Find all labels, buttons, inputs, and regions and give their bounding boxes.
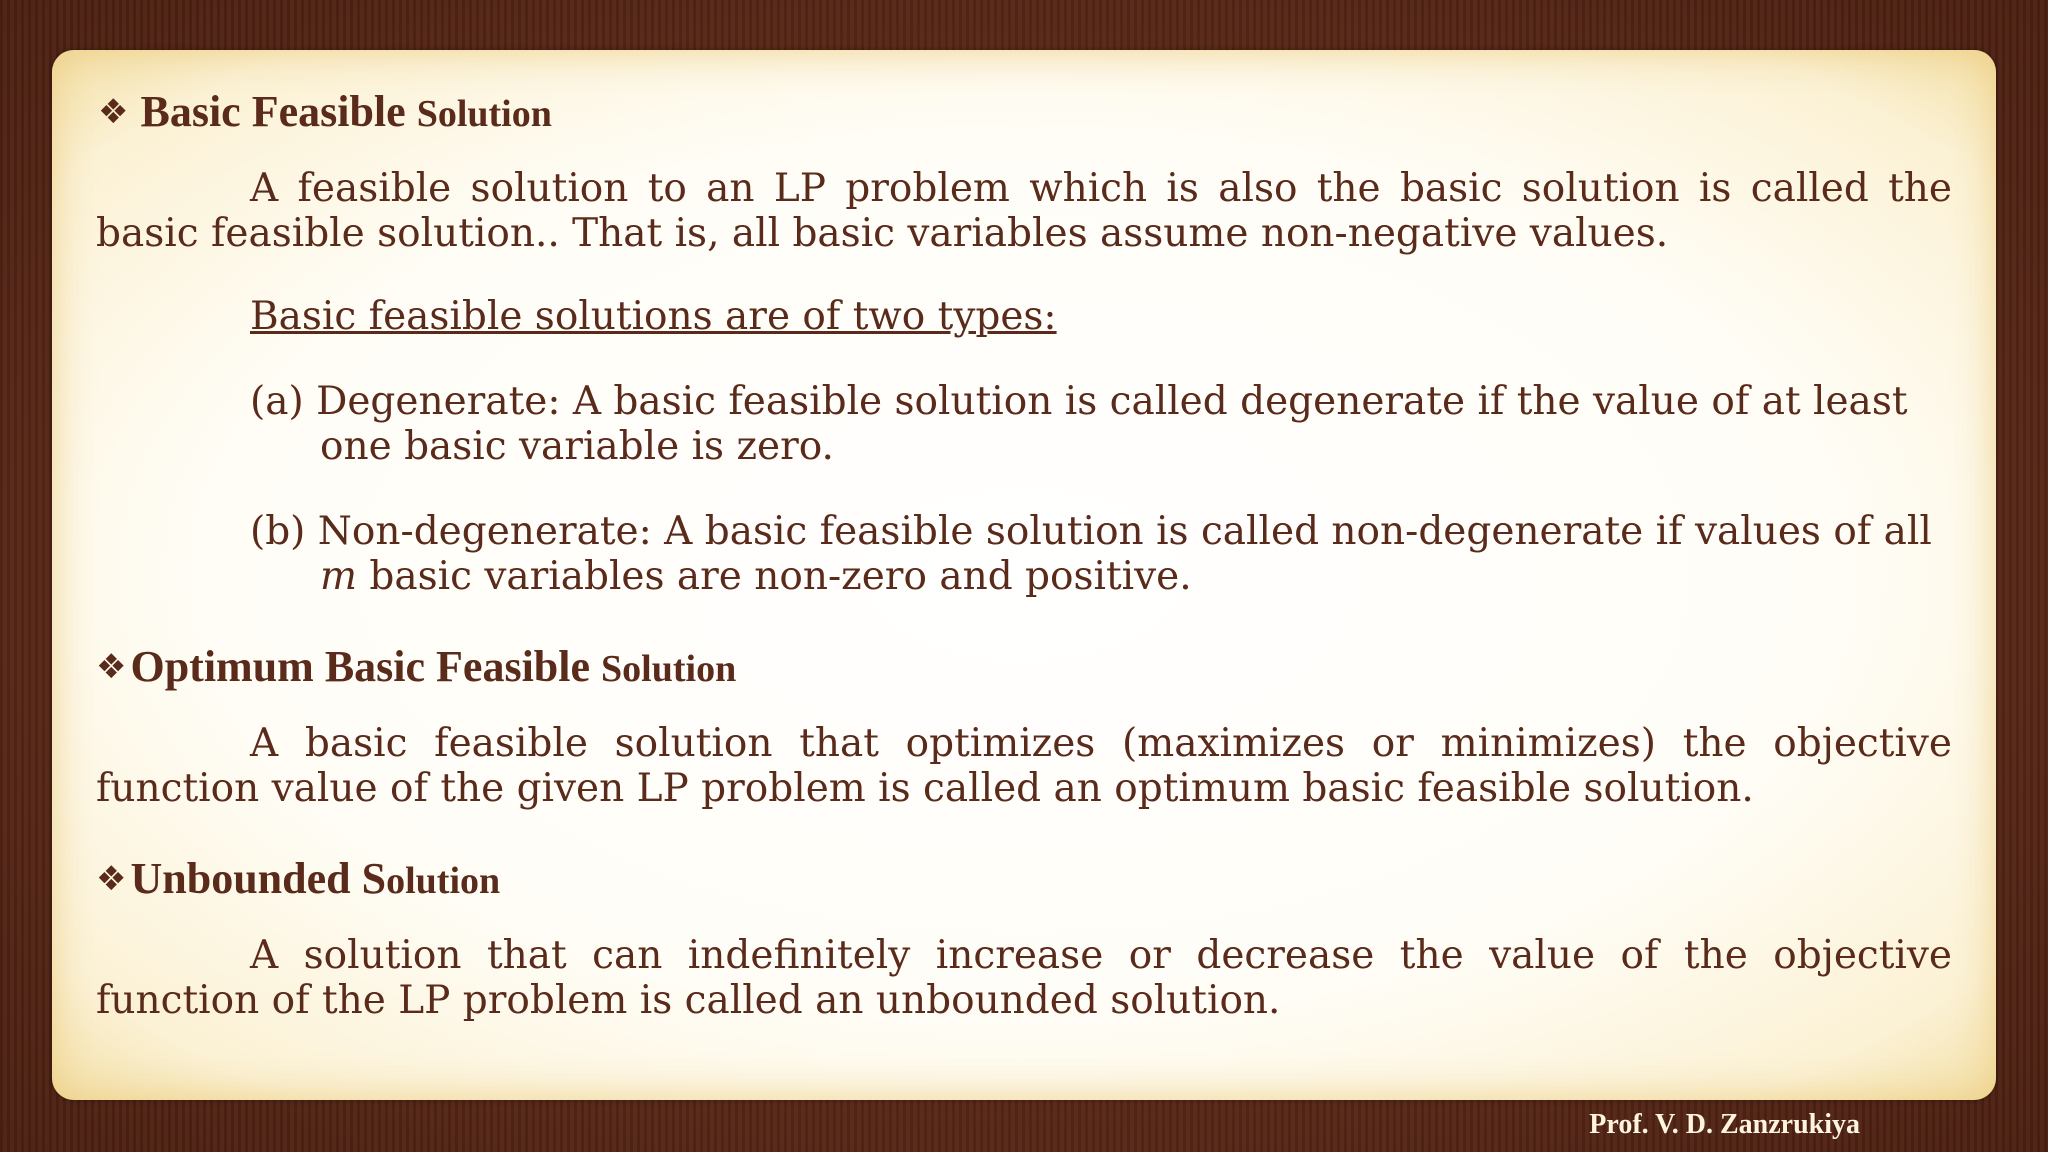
optimum-definition: A basic feasible solution that optimizes (maximizes or minimizes) the objective function value of the given LP problem is called an optimum basic feasible solution. bbox=[96, 721, 1952, 811]
diamond-bullet-icon: ❖ bbox=[98, 92, 129, 132]
non-degenerate-text-after: basic variables are non-zero and positive. bbox=[369, 554, 1192, 599]
heading-main-text: Basic Feasible bbox=[140, 87, 406, 136]
heading-main-text: Optimum Basic Feasible bbox=[130, 642, 591, 691]
diamond-bullet-icon: ❖ bbox=[96, 859, 127, 899]
variable-m: m bbox=[320, 554, 357, 599]
heading-tail-text: Solution bbox=[601, 648, 737, 690]
heading-unbounded-solution bbox=[96, 849, 1952, 911]
heading-basic-feasible-solution bbox=[98, 82, 1952, 144]
heading-tail-text: Solution bbox=[416, 93, 552, 135]
types-subheading: Basic feasible solutions are of two types: bbox=[250, 294, 1057, 339]
unbounded-definition: A solution that can indefinitely increase or decrease the value of the objective function of the LP problem is called an unbounded solution. bbox=[96, 933, 1952, 1023]
heading-tail-text: olution bbox=[386, 860, 501, 902]
author-footer: Prof. V. D. Zanzrukiya bbox=[1589, 1109, 1860, 1140]
slide-content bbox=[96, 82, 1952, 1023]
degenerate-item: (a) Degenerate: A basic feasible solution is called degenerate if the value of at least one basic variable is zero. bbox=[250, 379, 1908, 469]
diamond-bullet-icon: ❖ bbox=[96, 647, 127, 687]
basic-feasible-definition: A feasible solution to an LP problem which is also the basic solution is called the basic feasible solution.. That is, all basic variables assume non-negative values. bbox=[96, 166, 1952, 256]
heading-main-text: Unbounded S bbox=[130, 854, 387, 903]
non-degenerate-item bbox=[250, 509, 1952, 599]
non-degenerate-text-before: (b) Non-degenerate: A basic feasible solution is called non-degenerate if values of all bbox=[250, 509, 1932, 554]
heading-optimum-basic-feasible-solution bbox=[96, 637, 1952, 699]
